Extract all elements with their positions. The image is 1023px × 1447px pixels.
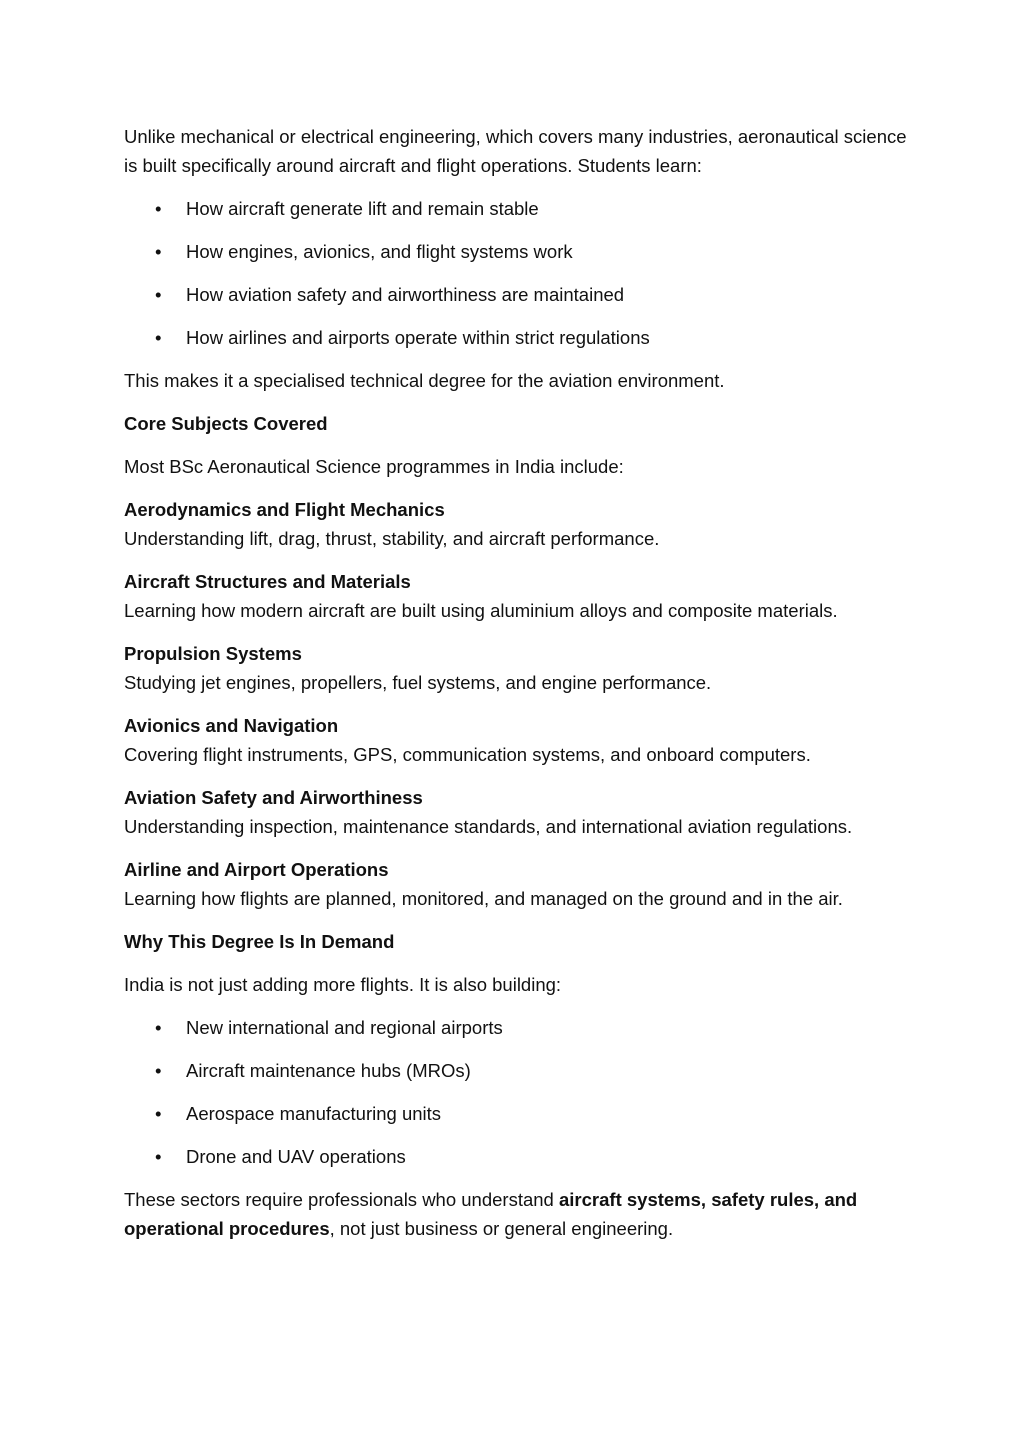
subject-block xyxy=(124,783,909,841)
list-item: • How aircraft generate lift and remain stable xyxy=(124,194,909,223)
subject-title: Avionics and Navigation xyxy=(124,715,339,736)
demand-heading: Why This Degree Is In Demand xyxy=(124,931,395,952)
subject-block xyxy=(124,711,909,769)
subject-title: Airline and Airport Operations xyxy=(124,859,389,880)
core-subjects-heading: Core Subjects Covered xyxy=(124,413,328,434)
bullet-icon: • xyxy=(155,1060,162,1081)
demand-intro: India is not just adding more flights. It is also building: xyxy=(124,974,562,995)
list-item: • Drone and UAV operations xyxy=(124,1142,909,1171)
bullet-icon: • xyxy=(155,198,162,219)
subject-description: Understanding lift, drag, thrust, stability, and aircraft performance. xyxy=(124,528,660,549)
bullet-icon: • xyxy=(155,284,162,305)
document-page xyxy=(124,122,909,1257)
list-item: • Aerospace manufacturing units xyxy=(124,1099,909,1128)
bullet-icon: • xyxy=(155,1146,162,1167)
bullet-icon: • xyxy=(155,327,162,348)
subject-description: Learning how modern aircraft are built using aluminium alloys and composite materials. xyxy=(124,600,838,621)
subject-description: Studying jet engines, propellers, fuel systems, and engine performance. xyxy=(124,672,712,693)
list-item: • New international and regional airports xyxy=(124,1013,909,1042)
closing-emphasis: aircraft systems, safety rules, and operational procedures xyxy=(124,1189,858,1239)
subject-block xyxy=(124,495,909,553)
subject-block xyxy=(124,567,909,625)
bullet-icon: • xyxy=(155,1103,162,1124)
core-subjects-intro: Most BSc Aeronautical Science programmes in India include: xyxy=(124,456,624,477)
list-item: • Aircraft maintenance hubs (MROs) xyxy=(124,1056,909,1085)
building-list xyxy=(124,1013,909,1171)
subject-block xyxy=(124,639,909,697)
subject-description: Learning how flights are planned, monitored, and managed on the ground and in the air. xyxy=(124,888,843,909)
list-item: • How airlines and airports operate within strict regulations xyxy=(124,323,909,352)
subject-description: Understanding inspection, maintenance standards, and international aviation regulations. xyxy=(124,816,853,837)
list-item: • How aviation safety and airworthiness are maintained xyxy=(124,280,909,309)
subject-title: Aerodynamics and Flight Mechanics xyxy=(124,499,445,520)
bullet-icon: • xyxy=(155,241,162,262)
subject-title: Propulsion Systems xyxy=(124,643,302,664)
intro-paragraph: Unlike mechanical or electrical engineering, which covers many industries, aeronautical science is built specifically around aircraft and flight operations. Students learn: xyxy=(124,126,907,176)
learn-list xyxy=(124,194,909,352)
list-item: • How engines, avionics, and flight systems work xyxy=(124,237,909,266)
subject-title: Aviation Safety and Airworthiness xyxy=(124,787,423,808)
specialised-note: This makes it a specialised technical degree for the aviation environment. xyxy=(124,370,725,391)
subject-block xyxy=(124,855,909,913)
subject-title: Aircraft Structures and Materials xyxy=(124,571,411,592)
closing-paragraph: These sectors require professionals who understand aircraft systems, safety rules, and operational procedures, not just business or general engineering. xyxy=(124,1189,858,1239)
subject-description: Covering flight instruments, GPS, communication systems, and onboard computers. xyxy=(124,744,811,765)
bullet-icon: • xyxy=(155,1017,162,1038)
